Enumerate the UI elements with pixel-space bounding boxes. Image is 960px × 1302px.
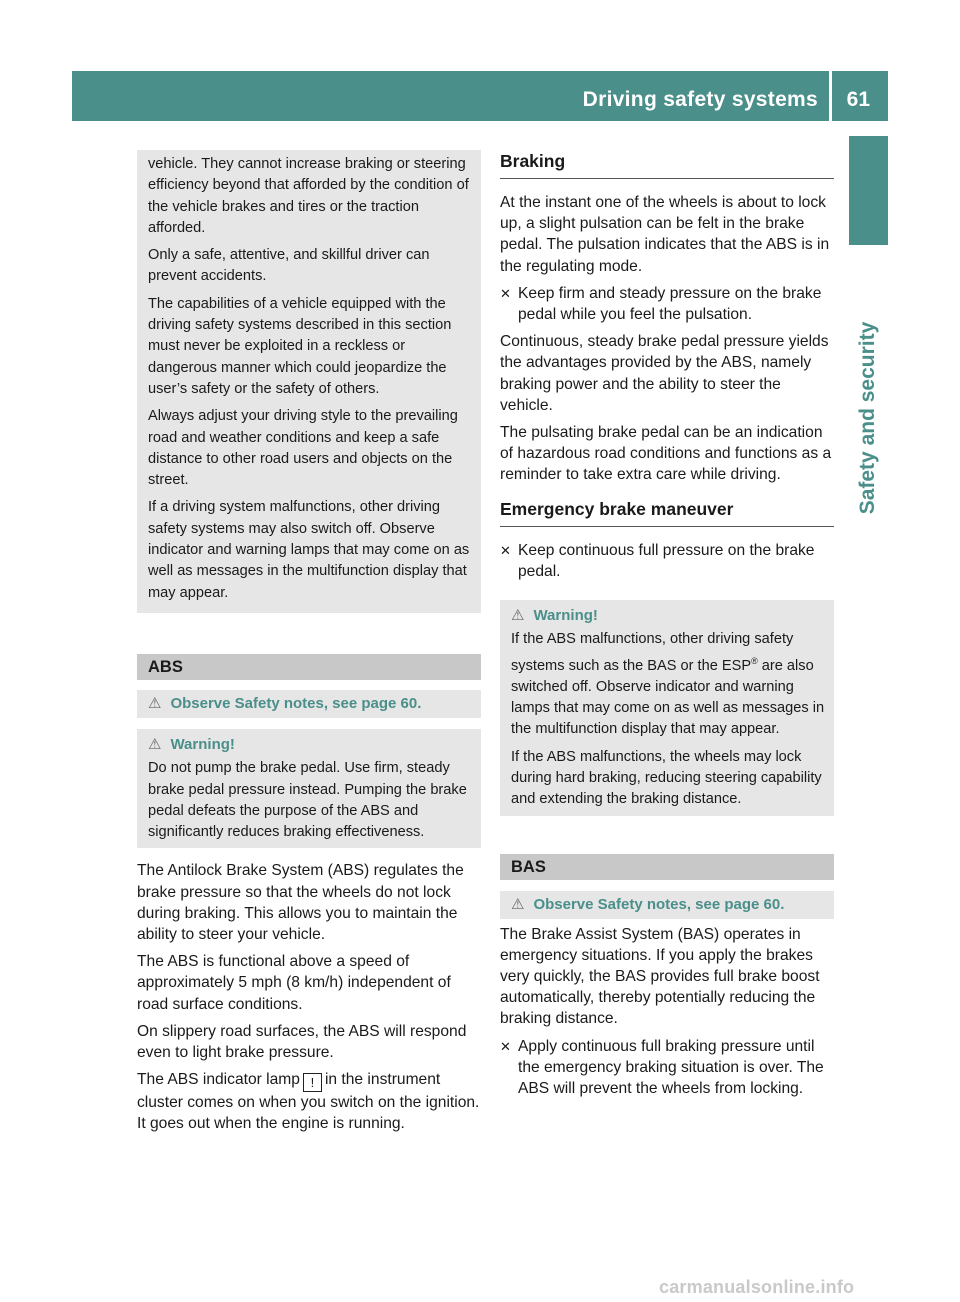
warning-triangle-icon: ⚠	[511, 895, 525, 913]
header-divider	[829, 71, 832, 121]
bullet-x-icon: ✕	[500, 542, 511, 558]
registered-mark: ®	[751, 655, 758, 666]
side-tab-label: Safety and security	[856, 321, 879, 515]
safety-note-box	[137, 150, 481, 613]
emergency-heading: Emergency brake maneuver	[500, 498, 834, 527]
bullet-x-icon: ✕	[500, 285, 511, 301]
instruction-text: Keep firm and steady pressure on the brake pedal while you feel the pulsation.	[518, 284, 822, 324]
braking-instruction	[500, 283, 834, 325]
warning-title	[148, 734, 475, 755]
observe-text: Observe Safety notes, see page 60.	[533, 895, 785, 913]
abs-section-title: ABS	[137, 654, 481, 680]
instruction-text: Keep continuous full pressure on the brake pedal.	[518, 541, 815, 580]
braking-paragraph: The pulsating brake pedal can be an indication of hazardous road conditions and functions as a reminder to take extra care while driving.	[500, 424, 832, 484]
observe-text: Observe Safety notes, see page 60.	[170, 694, 422, 712]
bas-paragraph: The Brake Assist System (BAS) operates in emergency situations. If you apply the brakes very quickly, the BAS provides full brake boost automatically, thereby potentially reducing the braking distance.	[500, 925, 820, 1028]
left-column	[137, 150, 481, 1141]
note-paragraph: The capabilities of a vehicle equipped with the driving safety systems described in this section must never be exploited in a reckless or dangerous manner which could jeopardize the user’s safety or the safety of others.	[148, 295, 452, 397]
braking-paragraph: At the instant one of the wheels is about to lock up, a slight pulsation can be felt in the brake pedal. The pulsation indicates that the ABS is in the regulating mode.	[500, 194, 830, 275]
abs-paragraph: On slippery road surfaces, the ABS will respond even to light brake pressure.	[137, 1022, 467, 1062]
instruction-text: Apply continuous full braking pressure until the emergency braking situation is over. The ABS will prevent the wheels from locking.	[518, 1037, 824, 1097]
note-paragraph: Only a safe, attentive, and skillful driver can prevent accidents.	[148, 247, 430, 285]
abs-indicator-text-end: in the instrument cluster comes on when you switch on the ignition. It goes out when the engine is running.	[137, 1071, 480, 1133]
side-tab-marker	[849, 136, 888, 245]
warning-text-start: If the ABS malfunctions, other driving safety systems such as the BAS or the ESP	[511, 631, 794, 674]
abs-indicator-text: The ABS indicator lamp	[137, 1071, 300, 1089]
warning-title-text: Warning!	[533, 607, 598, 625]
abs-paragraph: The Antilock Brake System (ABS) regulates the brake pressure so that the wheels do not lock during braking. This allows you to maintain the ability to steer your vehicle.	[137, 862, 464, 944]
page-header	[72, 71, 888, 121]
note-paragraph: Always adjust your driving style to the prevailing road and weather conditions and keep a safe distance to other road users and objects on the street.	[148, 408, 458, 489]
bullet-x-icon: ✕	[500, 1038, 511, 1054]
abs-warning-box	[137, 729, 481, 848]
emergency-warning-box	[500, 600, 834, 816]
warning-text: Do not pump the brake pedal. Use firm, steady brake pedal pressure instead. Pumping the brake pedal defeats the purpose of the ABS and significantly reduces braking effectiveness.	[148, 760, 467, 841]
warning-title	[511, 605, 828, 626]
warning-text	[511, 629, 828, 740]
header-title: Driving safety systems	[582, 88, 818, 111]
warning-triangle-icon: ⚠	[148, 735, 162, 753]
warning-triangle-icon: ⚠	[148, 694, 162, 712]
watermark: carmanualsonline.info	[659, 1277, 855, 1297]
emergency-instruction	[500, 540, 834, 582]
note-paragraph: vehicle. They cannot increase braking or steering efficiency beyond that afforded by the condition of the vehicle brakes and tires or the traction afforded.	[148, 156, 469, 236]
page-number: 61	[846, 88, 870, 111]
abs-lamp-icon: !	[303, 1073, 322, 1092]
bas-instruction	[500, 1036, 834, 1100]
bas-section-title: BAS	[500, 854, 834, 880]
right-column	[500, 150, 834, 1105]
warning-triangle-icon: ⚠	[511, 607, 525, 625]
abs-paragraph: The ABS is functional above a speed of approximately 5 mph (8 km/h) independent of road surface conditions.	[137, 953, 451, 1013]
braking-heading: Braking	[500, 150, 834, 179]
abs-indicator-paragraph	[137, 1069, 481, 1134]
warning-title-text: Warning!	[170, 735, 235, 753]
warning-text: If the ABS malfunctions, the wheels may lock during hard braking, reducing steering capability and extending the braking distance.	[511, 748, 822, 808]
braking-paragraph: Continuous, steady brake pedal pressure yields the advantages provided by the ABS, namely braking power and the ability to steer the vehicle.	[500, 333, 829, 414]
abs-observe-note	[137, 690, 481, 718]
bas-observe-note	[500, 891, 834, 919]
note-paragraph: If a driving system malfunctions, other driving safety systems may also switch off. Observe indicator and warning lamps that may come on as well as messages in the multifunction display that may appear.	[148, 499, 470, 601]
warning-text-end: are also switched off. Observe indicator and warning lamps that may come on as well as messages in the multifunction display that may appear.	[511, 657, 825, 738]
